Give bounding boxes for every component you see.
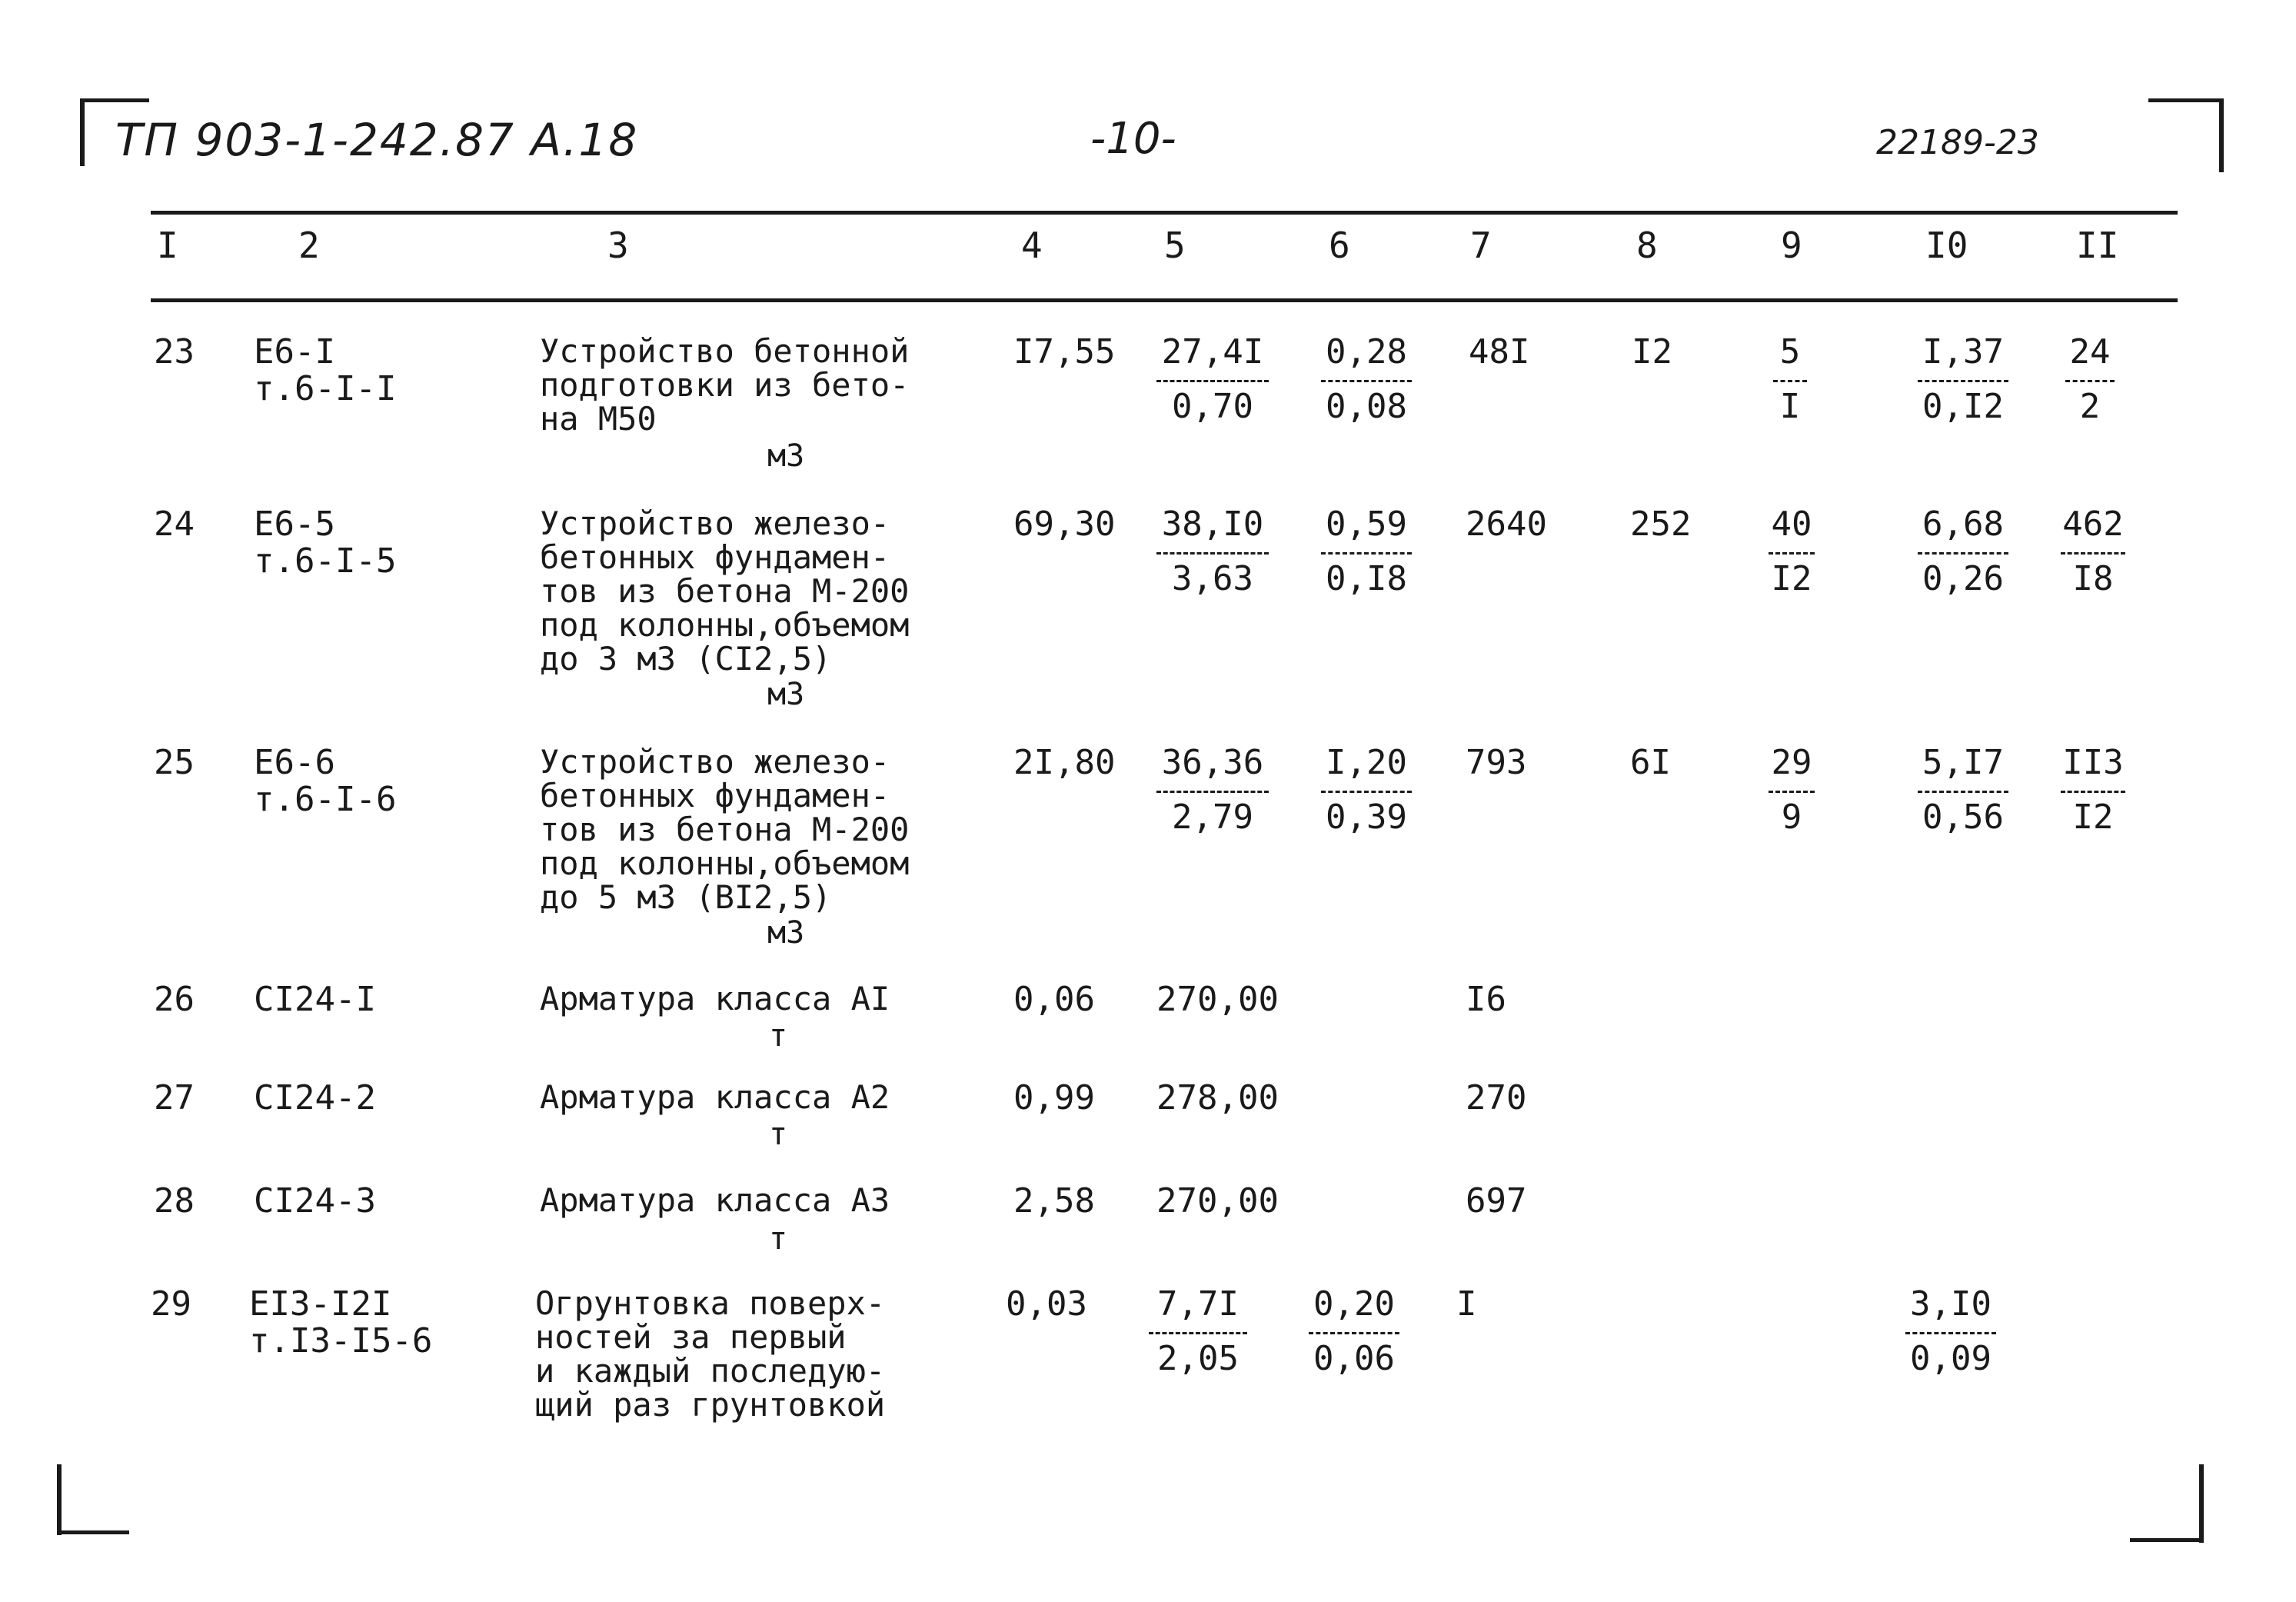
total-cost: I6	[1466, 980, 1506, 1019]
unit-of-measure: м3	[767, 438, 805, 474]
norm-code: Е6-I	[254, 332, 335, 371]
work-description: Огрунтовка поверх-	[535, 1284, 886, 1322]
work-description: Устройство железо-	[540, 743, 890, 781]
work-description: Арматура класса А3	[540, 1181, 890, 1219]
corner-mark-bottom-left	[57, 1464, 62, 1535]
work-description: под колонны,объемом	[540, 606, 910, 644]
quantity: 69,30	[1013, 505, 1116, 544]
column-header-5: 5	[1164, 225, 1186, 266]
fraction-top: 38,I0	[1161, 505, 1264, 544]
machine-total-fraction	[1769, 743, 1815, 837]
unit-of-measure: м3	[767, 677, 805, 712]
fraction-bottom: 3,63	[1172, 559, 1253, 598]
fraction-bar	[1321, 380, 1412, 382]
column-header-8: 8	[1636, 225, 1658, 266]
unit-of-measure: т	[769, 1018, 788, 1054]
fraction-top: 5,I7	[1922, 743, 2004, 782]
fraction-bar	[1321, 791, 1412, 793]
unit-cost-fraction	[1149, 1284, 1247, 1378]
work-description: до 5 м3 (ВI2,5)	[540, 878, 832, 916]
fraction-bar	[1905, 1332, 1996, 1334]
fraction-bottom: 0,06	[1313, 1339, 1395, 1378]
page-number: -10-	[1090, 114, 1176, 164]
work-description: бетонных фундамен-	[540, 538, 890, 576]
unit-cost: 278,00	[1156, 1078, 1279, 1117]
fraction-top: 40	[1771, 505, 1812, 544]
fraction-bar	[1918, 791, 2008, 793]
machine-cost-fraction	[1321, 743, 1412, 837]
fraction-bottom: 0,26	[1922, 559, 2004, 598]
fraction-bottom: 2,05	[1157, 1339, 1239, 1378]
document-code: ТП 903-1-242.87 А.18	[115, 114, 639, 166]
unit-cost: 270,00	[1156, 1181, 1279, 1221]
fraction-bar	[1773, 380, 1807, 382]
total-cost: 697	[1466, 1181, 1527, 1221]
unit-of-measure: т	[769, 1221, 788, 1257]
norm-code: СI24-2	[254, 1078, 376, 1117]
row-number: 29	[151, 1284, 191, 1324]
work-description: подготовки из бето-	[540, 366, 910, 404]
fraction-top: 36,36	[1161, 743, 1264, 782]
machine-cost-fraction	[1309, 1284, 1399, 1378]
quantity: I7,55	[1013, 332, 1116, 371]
fraction-bottom: 0,I8	[1326, 559, 1407, 598]
table-top-rule	[151, 211, 2178, 215]
table-header-rule	[151, 298, 2178, 302]
total-cost: 48I	[1469, 332, 1530, 371]
column-header-6: 6	[1329, 225, 1350, 266]
fraction-top: 0,28	[1326, 332, 1407, 371]
fraction-bottom: 0,39	[1326, 798, 1407, 837]
total-cost: I	[1456, 1284, 1477, 1324]
row-number: 26	[154, 980, 195, 1019]
total-cost: 2640	[1466, 505, 1547, 544]
row-number: 28	[154, 1181, 195, 1221]
norm-code: Е6-5	[254, 505, 335, 544]
fraction-bar	[1769, 791, 1815, 793]
machine-total-fraction	[1769, 505, 1815, 598]
fraction-top: II3	[2062, 743, 2124, 782]
fraction-top: 29	[1771, 743, 1812, 782]
fraction-top: 5	[1779, 332, 1801, 371]
work-description: Устройство бетонной	[540, 332, 910, 370]
row-number: 27	[154, 1078, 195, 1117]
fraction-bottom: I	[1779, 387, 1801, 426]
fraction-top: 0,59	[1326, 505, 1407, 544]
corner-mark-top-left-h	[80, 98, 149, 102]
work-description: на М50	[540, 400, 657, 438]
labor-total-fraction	[2065, 332, 2115, 426]
fraction-bottom: I8	[2072, 559, 2114, 598]
fraction-top: 6,68	[1922, 505, 2004, 544]
fraction-bottom: I2	[2072, 798, 2114, 837]
unit-of-measure: т	[769, 1117, 788, 1152]
labor-total-fraction	[2061, 505, 2125, 598]
fraction-bar	[1156, 380, 1269, 382]
work-description: щий раз грунтовкой	[535, 1386, 886, 1424]
fraction-bottom: 0,56	[1922, 798, 2004, 837]
fraction-bottom: I2	[1771, 559, 1812, 598]
fraction-bar	[1321, 552, 1412, 555]
norm-table-ref: т.6-I-6	[254, 780, 397, 819]
quantity: 0,06	[1013, 980, 1095, 1019]
column-header-9: 9	[1781, 225, 1802, 266]
fraction-bar	[1309, 1332, 1399, 1334]
corner-mark-bottom-right-h	[2130, 1538, 2204, 1542]
row-number: 25	[154, 743, 195, 782]
machine-total-fraction	[1773, 332, 1807, 426]
work-description: бетонных фундамен-	[540, 777, 890, 814]
unit-cost-fraction	[1156, 332, 1269, 426]
column-header-4: 4	[1021, 225, 1043, 266]
labor-total-fraction	[2061, 743, 2125, 837]
column-header-1: I	[157, 225, 178, 266]
norm-code: ЕI3-I2I	[249, 1284, 392, 1324]
unit-cost-fraction	[1156, 505, 1269, 598]
fraction-bottom: 0,70	[1172, 387, 1253, 426]
reference-number: 22189-23	[1876, 123, 2039, 162]
row-number: 23	[154, 332, 195, 371]
fraction-bar	[1156, 791, 1269, 793]
column-header-2: 2	[298, 225, 320, 266]
labor-unit-fraction	[1918, 743, 2008, 837]
column-header-7: 7	[1470, 225, 1492, 266]
fraction-bottom: 2,79	[1172, 798, 1253, 837]
norm-code: Е6-6	[254, 743, 335, 782]
total-cost: 793	[1466, 743, 1527, 782]
fraction-bottom: 9	[1781, 798, 1802, 837]
norm-code: СI24-3	[254, 1181, 376, 1221]
row-number: 24	[154, 505, 195, 544]
corner-mark-bottom-left-h	[57, 1530, 129, 1534]
fraction-top: 7,7I	[1157, 1284, 1239, 1324]
fraction-bar	[2061, 791, 2125, 793]
fraction-top: 0,20	[1313, 1284, 1395, 1324]
unit-cost: 270,00	[1156, 980, 1279, 1019]
fraction-top: I,37	[1922, 332, 2004, 371]
work-description: под колонны,объемом	[540, 844, 910, 882]
fraction-bar	[2065, 380, 2115, 382]
quantity: 0,99	[1013, 1078, 1095, 1117]
wages: 6I	[1630, 743, 1671, 782]
fraction-bottom: 0,08	[1326, 387, 1407, 426]
work-description: и каждый последую-	[535, 1352, 886, 1390]
corner-mark-top-right-h	[2148, 98, 2222, 102]
fraction-bar	[2061, 552, 2125, 555]
fraction-top: 27,4I	[1161, 332, 1264, 371]
work-description: тов из бетона М-200	[540, 811, 910, 848]
wages: I2	[1632, 332, 1672, 371]
labor-unit-fraction	[1905, 1284, 1996, 1378]
labor-unit-fraction	[1918, 505, 2008, 598]
corner-mark-top-left	[80, 98, 85, 166]
work-description: до 3 м3 (СI2,5)	[540, 640, 832, 678]
fraction-bar	[1918, 552, 2008, 555]
fraction-bottom: 0,09	[1910, 1339, 1992, 1378]
work-description: Устройство железо-	[540, 505, 890, 542]
work-description: тов из бетона М-200	[540, 572, 910, 610]
fraction-bar	[1769, 552, 1815, 555]
fraction-top: I,20	[1326, 743, 1407, 782]
work-description: Арматура класса АI	[540, 980, 890, 1017]
norm-table-ref: т.6-I-5	[254, 541, 397, 581]
fraction-bottom: 2	[2079, 387, 2101, 426]
unit-of-measure: м3	[767, 915, 805, 951]
fraction-bar	[1149, 1332, 1247, 1334]
work-description: ностей за первый	[535, 1318, 847, 1356]
quantity: 2,58	[1013, 1181, 1095, 1221]
column-header-10: I0	[1925, 225, 1968, 266]
column-header-3: 3	[607, 225, 629, 266]
machine-cost-fraction	[1321, 332, 1412, 426]
quantity: 0,03	[1006, 1284, 1087, 1324]
work-description: Арматура класса А2	[540, 1078, 890, 1116]
fraction-bar	[1918, 380, 2008, 382]
fraction-bottom: 0,I2	[1922, 387, 2004, 426]
column-header-11: II	[2076, 225, 2119, 266]
fraction-top: 462	[2062, 505, 2124, 544]
corner-mark-bottom-right	[2199, 1464, 2204, 1543]
norm-table-ref: т.6-I-I	[254, 369, 397, 408]
quantity: 2I,80	[1013, 743, 1116, 782]
norm-code: СI24-I	[254, 980, 376, 1019]
corner-mark-top-right	[2219, 98, 2224, 172]
fraction-top: 3,I0	[1910, 1284, 1992, 1324]
unit-cost-fraction	[1156, 743, 1269, 837]
fraction-bar	[1156, 552, 1269, 555]
fraction-top: 24	[2069, 332, 2111, 371]
machine-cost-fraction	[1321, 505, 1412, 598]
total-cost: 270	[1466, 1078, 1527, 1117]
norm-table-ref: т.I3-I5-6	[249, 1321, 433, 1361]
labor-unit-fraction	[1918, 332, 2008, 426]
wages: 252	[1630, 505, 1692, 544]
